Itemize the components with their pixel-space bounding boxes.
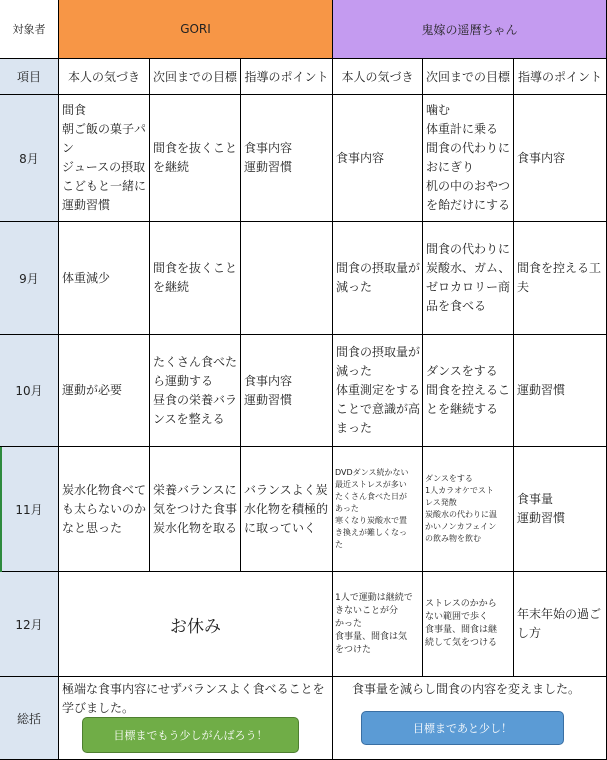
text-line: なと思った [62, 520, 123, 535]
p2-points-cell [514, 447, 607, 572]
text-line: ない範囲で歩く [425, 612, 489, 622]
text-line: 運動習慣 [517, 511, 566, 525]
text-line: 体重測定をする [336, 383, 421, 397]
text-line: 間食の摂取量が [336, 345, 421, 359]
text-line: 間食の代わりに [426, 141, 511, 155]
p2-points-cell [514, 222, 607, 335]
text-line: たくさん食べた日が [335, 492, 407, 501]
text-line: 噛む [426, 103, 451, 117]
text-line: 体重計に乗る [426, 122, 499, 136]
p1-next-goal-cell [150, 447, 241, 572]
text-line: 1人カラオケでスト [425, 486, 494, 495]
text-line: 食事内容 [517, 150, 566, 165]
month-cell [0, 572, 59, 677]
selection-edge [0, 447, 2, 572]
text-line: 年末年始の過ご [517, 607, 602, 621]
text-line: 運動習慣 [244, 392, 293, 407]
text-line: 運動習慣 [517, 383, 566, 397]
text-line: あった [335, 504, 359, 513]
subject-label: 対象者 [12, 23, 46, 36]
text-line: 気をつけた食事 [153, 501, 238, 516]
text-line: をつけた [335, 644, 372, 655]
p1-summary-text [62, 680, 330, 718]
summary-label: 総括 [16, 711, 41, 726]
text-line: き換えが難しくなっ [335, 528, 407, 537]
col-p1-awareness [59, 59, 150, 95]
text-line: ら運動する [153, 373, 214, 388]
text-line: 食事内容 [244, 373, 293, 388]
p2-encourage-label: 目標まであと少し！ [413, 722, 512, 735]
col-header-text: 本人の気づき [341, 70, 414, 84]
text-line: 食事内容 [336, 150, 385, 165]
text-line: ゼロカロリー商 [426, 280, 511, 294]
text-line: 運動が必要 [62, 383, 123, 397]
text-line: 品を食べる [426, 299, 487, 313]
p1-points-cell [241, 222, 333, 335]
text-line: ン [62, 141, 75, 155]
p2-next-goal-cell [423, 222, 514, 335]
item-label-cell [0, 59, 59, 95]
p1-points-cell [241, 447, 333, 572]
text-line: 運動習慣 [244, 160, 293, 174]
subject-label-cell [0, 0, 59, 59]
text-line: ンスを整える [153, 411, 225, 426]
p2-awareness-cell [333, 95, 423, 222]
text-line: 炭酸水、ガム、 [426, 261, 511, 275]
person1-header [59, 0, 333, 59]
p1-next-goal-cell [150, 95, 241, 222]
p2-encourage-button[interactable] [361, 711, 564, 745]
text-line: を継続 [153, 280, 190, 294]
text-line: 極端な食事内容にせずバランスよく食べることを [62, 682, 325, 696]
text-line: かいノンカフェイン [425, 522, 497, 531]
text-line: 食事量 [517, 492, 554, 506]
text-line: 学びました。 [62, 701, 135, 715]
text-line: に取っていく [244, 520, 317, 535]
p1-awareness-cell [59, 335, 150, 447]
text-line: 1人で運動は継続で [335, 592, 413, 603]
text-line: ことで意識が高 [336, 402, 421, 416]
p1-awareness-cell [59, 222, 150, 335]
text-line: 間食を抜くこと [153, 141, 238, 155]
person1-name: GORI [180, 22, 211, 36]
text-line: 夫 [517, 280, 530, 294]
text-line: 間食を控える工 [517, 261, 602, 275]
text-line: 間食を控えるこ [426, 383, 511, 397]
col-header-text: 次回までの目標 [152, 70, 237, 84]
text-line: 栄養バランスに [153, 482, 237, 497]
p2-next-goal-cell [423, 335, 514, 447]
text-line: まった [336, 421, 373, 435]
text-line: ダンスをする [426, 364, 498, 378]
p2-awareness-cell [333, 447, 423, 572]
text-line: 減った [336, 280, 373, 294]
text-line: を飴だけにする [426, 198, 511, 212]
col-header-text: 次回までの目標 [425, 70, 510, 84]
text-line: 最近ストレスが多い [335, 480, 407, 489]
month-label: 11月 [15, 502, 43, 517]
text-line: ストレスのかから [425, 599, 497, 609]
month-cell [0, 95, 59, 222]
text-line: 運動習慣 [62, 198, 111, 212]
text-line: 食事量、間食は気 [335, 631, 408, 642]
col-p2-awareness [333, 59, 423, 95]
p2-points-cell [514, 95, 607, 222]
month-cell [0, 222, 59, 335]
person2-header [333, 0, 607, 59]
col-p1-points [241, 59, 333, 95]
text-line: 寒くなり炭酸水で置 [335, 516, 407, 525]
text-line: 食事内容 [244, 141, 293, 155]
text-line: 炭水化物食べて [62, 482, 147, 497]
summary-label-cell [0, 677, 59, 760]
text-line: 炭水化物を取る [153, 520, 238, 535]
p1-points-cell [241, 95, 333, 222]
month-label: 10月 [15, 384, 43, 398]
text-line: きないことが分 [335, 605, 399, 616]
text-line: 朝ご飯の菓子パ [62, 122, 147, 136]
p2-points-cell [514, 572, 607, 677]
p1-points-cell [241, 335, 333, 447]
month-label: 9月 [19, 271, 39, 286]
text-line: 減った [336, 364, 373, 378]
text-line: 間食の代わりに [426, 242, 511, 256]
month-label: 12月 [15, 617, 43, 632]
text-line: バランスよく炭 [244, 482, 328, 497]
text-line: を継続 [153, 160, 190, 174]
text-line: こどもと一緒に [62, 179, 147, 193]
text-line: たくさん食べた [153, 354, 238, 369]
p2-next-goal-cell [423, 447, 514, 572]
p1-encourage-button[interactable] [82, 717, 299, 753]
p2-points-cell [514, 335, 607, 447]
col-p2-points [514, 59, 607, 95]
month-label: 8月 [19, 151, 39, 166]
text-line: 続して気をつける [425, 638, 498, 648]
p2-summary-text [352, 680, 602, 699]
text-line: 間食を抜くこと [153, 261, 238, 275]
p1-encourage-label: 目標までもう少しがんばろう！ [113, 729, 268, 742]
p1-rest-cell [59, 572, 333, 677]
text-line: かった [335, 618, 363, 629]
text-line: 間食 [62, 103, 87, 117]
p2-awareness-cell [333, 222, 423, 335]
text-line: 食事量、間食は継 [425, 625, 498, 635]
text-line: 机の中のおやつ [426, 179, 511, 193]
p2-awareness-cell [333, 572, 423, 677]
text-line: の飲み物を飲む [425, 534, 481, 543]
text-line: も太らないのか [62, 501, 147, 516]
p2-awareness-cell [333, 335, 423, 447]
text-line: とを継続する [426, 402, 499, 416]
month-cell [0, 447, 59, 572]
col-p1-next-goal [150, 59, 241, 95]
text-line: 水化物を積極的 [244, 501, 329, 516]
text-line: 昼食の栄養バラ [153, 392, 238, 407]
p1-next-goal-cell [150, 335, 241, 447]
text-line: レス発散 [425, 498, 457, 507]
person2-name: 鬼嫁の遥曆ちゃん [421, 22, 518, 37]
item-label: 項目 [16, 70, 41, 84]
p1-awareness-cell [59, 447, 150, 572]
rest-label: お休み [170, 616, 221, 637]
text-line: 食事量を減らし間食の内容を変えました。 [352, 682, 581, 696]
p2-next-goal-cell [423, 95, 514, 222]
col-header-text: 指導のポイント [517, 70, 602, 84]
text-line: おにぎり [426, 160, 475, 174]
col-header-text: 本人の気づき [67, 70, 140, 84]
text-line: 炭酸水の代わりに温 [425, 510, 497, 519]
p1-next-goal-cell [150, 222, 241, 335]
text-line: DVDダンス続かない [335, 468, 409, 477]
text-line: し方 [517, 626, 542, 640]
col-header-text: 指導のポイント [244, 70, 329, 84]
col-p2-next-goal [423, 59, 514, 95]
month-cell [0, 335, 59, 447]
p1-awareness-cell [59, 95, 150, 222]
text-line: ダンスをする [425, 474, 473, 483]
text-line: 体重減少 [62, 270, 111, 285]
p2-next-goal-cell [423, 572, 514, 677]
text-line: た [335, 540, 343, 549]
text-line: ジュースの摂取 [62, 160, 146, 174]
text-line: 間食の摂取量が [336, 261, 421, 275]
